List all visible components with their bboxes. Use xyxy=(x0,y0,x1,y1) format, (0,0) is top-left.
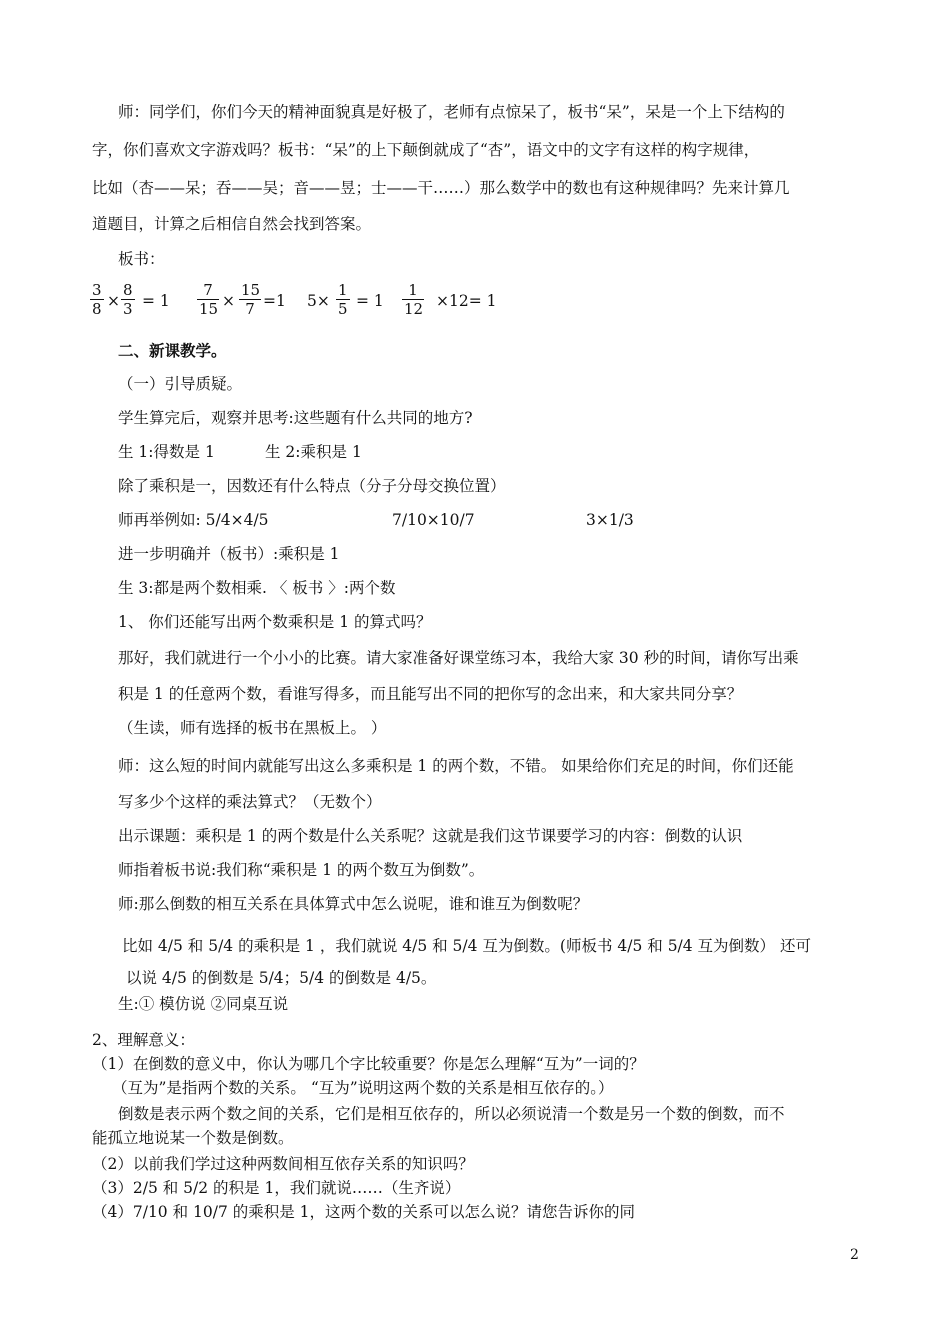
paragraph-line: 师:那么倒数的相互关系在具体算式中怎么说呢，谁和谁互为倒数呢？ xyxy=(118,895,589,913)
paragraph-line: 师再举例如: 5/4×4/5 xyxy=(118,511,269,529)
part-heading: 2、理解意义： xyxy=(92,1031,195,1049)
paragraph-line: 生 3:都是两个数相乘. 〈 板书 〉:两个数 xyxy=(118,579,396,597)
paragraph-line: 师：这么短的时间内就能写出这么多乘积是 1 的两个数，不错。 如果给你们充足的时间，你们还能 xyxy=(118,757,794,775)
paragraph-line: 倒数是表示两个数之间的关系，它们是相互依存的，所以必须说清一个数是另一个数的倒数，而不 xyxy=(118,1105,785,1123)
paragraph-line: （4）7/10 和 10/7 的乘积是 1，这两个数的关系可以怎么说？请您告诉你的同 xyxy=(92,1203,636,1221)
paragraph-line: 1、 你们还能写出两个数乘积是 1 的算式吗？ xyxy=(118,613,432,631)
subheading: （一）引导质疑。 xyxy=(118,375,243,393)
paragraph-line: 那好，我们就进行一个小小的比赛。请大家准备好课堂练习本，我给大家 30 秒的时间，请你写出乘 xyxy=(118,649,799,667)
paragraph-line: 比如（杏——呆；吞——吴；音——昱；士——干……）那么数学中的数也有这种规律吗？先来计算几 xyxy=(92,179,790,197)
equation-result: = 1 xyxy=(142,292,170,310)
operator: × xyxy=(222,292,235,310)
section-heading: 二、新课教学。 xyxy=(118,341,227,360)
paragraph-line: （3）2/5 和 5/2 的积是 1，我们就说……（生齐说） xyxy=(92,1179,461,1197)
fraction: 3 8 xyxy=(92,281,102,318)
equation-result: =1 xyxy=(263,292,286,310)
paragraph-line: 比如 4/5 和 5/4 的乘积是 1 ，我们就说 4/5 和 5/4 互为倒数。(师板书 4/5 和 5/4 互为倒数） 还可 xyxy=(122,937,811,955)
paragraph-line: 3×1/3 xyxy=(586,511,634,529)
paragraph-line: 道题目，计算之后相信自然会找到答案。 xyxy=(92,215,372,233)
fraction: 1 5 xyxy=(338,281,348,318)
paragraph-line: 生:① 模仿说 ②同桌互说 xyxy=(118,995,289,1013)
paragraph-line: 生 1:得数是 1 xyxy=(118,443,215,461)
equation-result: = 1 xyxy=(356,292,384,310)
paragraph-line: 能孤立地说某一个数是倒数。 xyxy=(92,1129,294,1147)
page-number: 2 xyxy=(850,1247,859,1263)
paragraph-line: （互为”是指两个数的关系。 “互为”说明这两个数的关系是相互依存的。） xyxy=(112,1079,614,1097)
fraction: 8 3 xyxy=(123,281,133,318)
fraction: 1 12 xyxy=(404,281,424,318)
paragraph-line: 出示课题：乘积是 1 的两个数是什么关系呢？这就是我们这节课要学习的内容：倒数的认识 xyxy=(118,827,743,845)
operator: × xyxy=(107,292,120,310)
paragraph-line: （1）在倒数的意义中，你认为哪几个字比较重要？你是怎么理解“互为”一词的？ xyxy=(92,1055,645,1073)
equation-prefix: 5× xyxy=(307,292,330,310)
paragraph-line: 生 2:乘积是 1 xyxy=(265,443,362,461)
fraction: 7 15 xyxy=(199,281,219,318)
paragraph-line: （2）以前我们学过这种两数间相互依存关系的知识吗？ xyxy=(92,1155,474,1173)
paragraph-line: 写多少个这样的乘法算式？（无数个） xyxy=(118,793,382,811)
paragraph-line: 学生算完后，观察并思考:这些题有什么共同的地方? xyxy=(118,409,473,427)
paragraph-line: （生读，师有选择的板书在黑板上。 ） xyxy=(118,719,387,737)
paragraph-line: 7/10×10/7 xyxy=(392,511,475,529)
paragraph-line: 除了乘积是一，因数还有什么特点（分子分母交换位置） xyxy=(118,477,506,495)
paragraph-line: 以说 4/5 的倒数是 5/4；5/4 的倒数是 4/5。 xyxy=(126,969,437,987)
paragraph-line: 师指着板书说:我们称“乘积是 1 的两个数互为倒数”。 xyxy=(118,861,485,879)
board-label: 板书： xyxy=(118,250,165,268)
paragraph-line: 师：同学们，你们今天的精神面貌真是好极了，老师有点惊呆了，板书“呆”，呆是一个上下结构的 xyxy=(118,103,785,121)
paragraph-line: 字，你们喜欢文字游戏吗？板书：“呆”的上下颠倒就成了“杏”，语文中的文字有这样的构字规律， xyxy=(92,141,760,159)
paragraph-line: 积是 1 的任意两个数，看谁写得多，而且能写出不同的把你写的念出来，和大家共同分享？ xyxy=(118,685,743,703)
equation-suffix: ×12= 1 xyxy=(436,292,497,310)
paragraph-line: 进一步明确并（板书）:乘积是 1 xyxy=(118,545,340,563)
fraction: 15 7 xyxy=(241,281,261,318)
